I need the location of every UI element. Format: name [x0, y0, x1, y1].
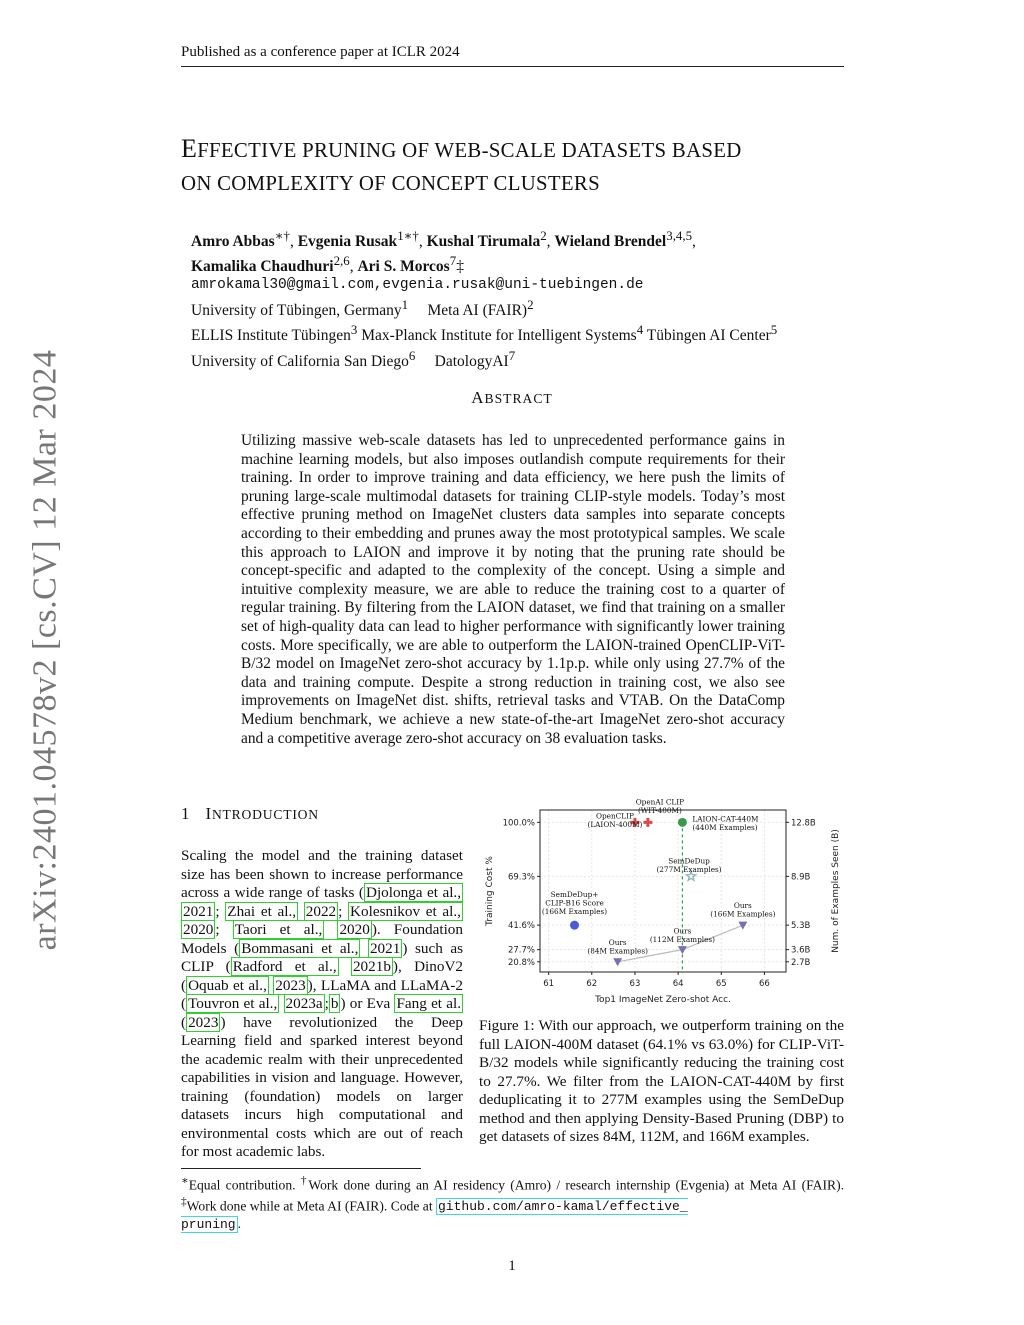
footnote-rule: [181, 1168, 421, 1169]
annotation-openclip: OpenCLIP: [595, 811, 634, 821]
annotation-openclip: (LAION-400M): [587, 819, 643, 829]
header-rule: [181, 66, 844, 67]
page-number: 1: [508, 1258, 516, 1274]
author-emails[interactable]: amrokamal30@gmail.com,evgenia.rusak@uni-tuebingen.de: [191, 277, 644, 294]
paper-title: EFFECTIVE PRUNING OF WEB-SCALE DATASETS BASED ON COMPLEXITY OF CONCEPT CLUSTERS: [181, 134, 742, 195]
annotation-semdedup: (277M Examples): [656, 864, 722, 874]
affiliations-2: ELLIS Institute Tübingen$^3$ Max-Planck Institute for Intelligent Systems$^4$ Tübingen AI Center$^5$: [191, 322, 778, 345]
y-tick-label: 20.8%: [507, 957, 535, 968]
figure-caption: Figure 1: With our approach, we outperform training on the full LAION-400M dataset (64.1% vs 63.0%) for CLIP-ViT-B/32 models while significantly reducing the training cost to 27.7%. We filter from the LAION-CAT-440M by first deduplicating it to 277M examples using the SemDeDup method and then applying Density-Based Pruning (DBP) to get datasets of sizes 84M, 112M, and 166M examples.: [479, 1017, 844, 1145]
abstract-text: Utilizing massive web-scale datasets has led to unprecedented performance gains in machine learning models, but also imposes outlandish compute requirements for their training. In order to improve training and data efficiency, we here push the limits of pruning large-scale multimodal datasets for training CLIP-style models. Today’s most effective pruning method on ImageNet clusters data samples into separate concepts according to their embedding and prunes away the most prototypical samples. We scale this approach to LAION and improve it by noting that the pruning rate should be concept-specific and adapted to the complexity of the concept. Using a simple and intuitive complexity measure, we are able to reduce the training cost to a quarter of regular training. By filtering from the LAION dataset, we find that training on a smaller set of high-quality data can lead to higher performance with significantly lower training costs. More specifically, we are able to outperform the LAION-trained OpenCLIP-ViT-B/32 model on ImageNet zero-shot accuracy by 1.1p.p. while only using 27.7% of the data and training compute. Despite a strong reduction in training cost, we also see improvements on ImageNet dist. shifts, retrieval tasks and VTAB. On the DataComp Medium benchmark, we achieve a new state-of-the-art ImageNet zero-shot accuracy and a competitive average zero-shot accuracy on 38 evaluation tasks.: [241, 432, 785, 747]
figure-1-chart: [478, 797, 848, 1006]
abstract-heading: ABSTRACT: [471, 388, 553, 407]
affiliations-3: University of California San Diego$^6$ DatologyAI$^7$: [191, 347, 516, 370]
annotation-ours-112m: (112M Examples): [649, 935, 716, 945]
citation-link[interactable]: 2021: [369, 939, 401, 957]
x-tick-label: 65: [715, 979, 727, 989]
annotation-ours-112m: Ours: [673, 926, 692, 936]
annotation-semdedup: SemDeDup: [668, 856, 710, 866]
citation-link[interactable]: Touvron et al.,: [188, 995, 278, 1012]
x-tick-label: 62: [586, 979, 598, 989]
citation-link[interactable]: Kolesnikov et al.,: [350, 902, 461, 920]
x-tick-label: 66: [759, 979, 770, 989]
data-point-circle: [570, 921, 579, 930]
x-tick-label: 61: [543, 979, 555, 989]
y-axis-label: Training Cost %: [485, 856, 495, 926]
citation-link[interactable]: Fang et al.: [396, 995, 462, 1012]
citation-link[interactable]: 2021b: [352, 958, 391, 975]
citation-link[interactable]: 2020: [339, 921, 370, 938]
y-tick-label: 27.7%: [507, 945, 535, 956]
citation-link[interactable]: 2022: [305, 902, 337, 920]
citation-link[interactable]: Djolonga et al.,: [365, 884, 462, 901]
x-tick-label: 63: [629, 979, 641, 989]
y-right-tick-label: 3.6B: [791, 945, 811, 956]
annotation-laion-cat: LAION-CAT-440M: [692, 814, 759, 824]
y-right-tick-label: 5.3B: [791, 921, 811, 932]
arxiv-stamp: [5, 330, 85, 970]
y-right-tick-label: 2.7B: [791, 957, 811, 968]
annotation-openai-clip: (WIT-400M): [637, 805, 682, 815]
section-heading-introduction: 1 INTRODUCTION: [181, 804, 319, 823]
y-tick-label: 69.3%: [507, 872, 535, 883]
citation-link[interactable]: Taori et al.,: [234, 921, 323, 938]
annotation-openai-clip: OpenAI CLIP: [635, 797, 685, 807]
data-point-triangle: [738, 922, 747, 930]
annotation-semdedup-plus: SemDeDup+: [550, 890, 599, 900]
author-names-2: Kamalika Chaudhuri$^{2,6}$, Ari S. Morcos$^7$‡: [191, 253, 464, 276]
citation-link[interactable]: Zhai et al.,: [227, 902, 297, 920]
y-right-tick-label: 12.8B: [791, 818, 816, 829]
running-header: Published as a conference paper at ICLR 2024: [181, 44, 460, 60]
introduction-text: Scaling the model and the training dataset size has been shown to increase performance across a wide range of tasks ( Djolonga et al., 2021 ; Zhai et al., 2022 ; Kolesnikov et al., 2020 ; Taori et al., 2020 ). Foundation Models ( Bommasani et al., 2021 ) such as CLIP ( Radford et al., 2021b ), DinoV2 ( Oquab et al., 2023 ), LLaMA and LLaMA-2 ( Touvron et al., 2023a ; b ) or Eva Fang et al. ( 2023 ) have revolutionized the Deep Learning field and sparked interest beyond the academic realm with their unprecedented capabilities in vision and language. However, training (foundation) models on larger datasets incurs high computational and environmental costs which are out of reach for most academic labs.: [181, 847, 464, 1160]
x-tick-label: 64: [672, 979, 684, 989]
y-right-tick-label: 8.9B: [791, 872, 811, 883]
citation-link[interactable]: Bommasani et al.,: [241, 939, 359, 957]
citation-link[interactable]: Oquab et al.,: [188, 976, 267, 994]
author-names-1: Amro Abbas∗†, Evgenia Rusak$^{1∗\dagger}$, Kushal Tirumala$^2$, Wieland Brendel$^{3,4,5}$,: [191, 228, 696, 251]
annotation-ours-84m: Ours: [608, 937, 627, 947]
data-point-circle: [678, 818, 687, 827]
arxiv-id: arXiv:2401.04578v2 [cs.CV] 12 Mar 2024: [26, 349, 64, 951]
citation-link[interactable]: b: [330, 995, 339, 1012]
annotation-ours-84m: (84M Examples): [587, 946, 648, 956]
data-point-plus: [643, 818, 652, 827]
affiliations-1: University of Tübingen, Germany$^1$ Meta AI (FAIR)$^2$: [191, 297, 534, 320]
footnote: ∗Equal contribution. †Work done during an AI residency (Amro) / research internship (Evgenia) at Meta AI (FAIR). ‡Work done while at Meta AI (FAIR). Code at github.com/amro-kamal/effective_ pruning .: [181, 1175, 844, 1233]
annotation-semdedup-plus: (166M Examples): [541, 907, 608, 917]
annotation-laion-cat: (440M Examples): [692, 822, 758, 832]
x-axis-label: Top1 ImageNet Zero-shot Acc.: [595, 995, 731, 1005]
citation-link[interactable]: 2020: [183, 921, 214, 938]
annotation-ours-166m: (166M Examples): [710, 909, 776, 919]
citation-link[interactable]: 2023a: [285, 995, 323, 1012]
data-point-triangle: [613, 958, 622, 966]
y-right-axis-label: Num. of Examples Seen (B): [831, 829, 841, 953]
annotation-semdedup-plus: CLIP-B16 Score: [545, 898, 604, 908]
y-tick-label: 41.6%: [507, 921, 535, 932]
citation-link[interactable]: Radford et al.,: [232, 958, 337, 975]
y-tick-label: 100.0%: [502, 818, 535, 829]
code-url-link[interactable]: github.com/amro-kamal/effective_ pruning: [181, 1199, 688, 1233]
citation-link[interactable]: 2023: [275, 976, 306, 994]
author-block: [191, 226, 851, 371]
citation-link[interactable]: 2021: [183, 902, 214, 920]
annotation-ours-166m: Ours: [733, 901, 752, 911]
citation-link[interactable]: 2023: [188, 1013, 219, 1031]
